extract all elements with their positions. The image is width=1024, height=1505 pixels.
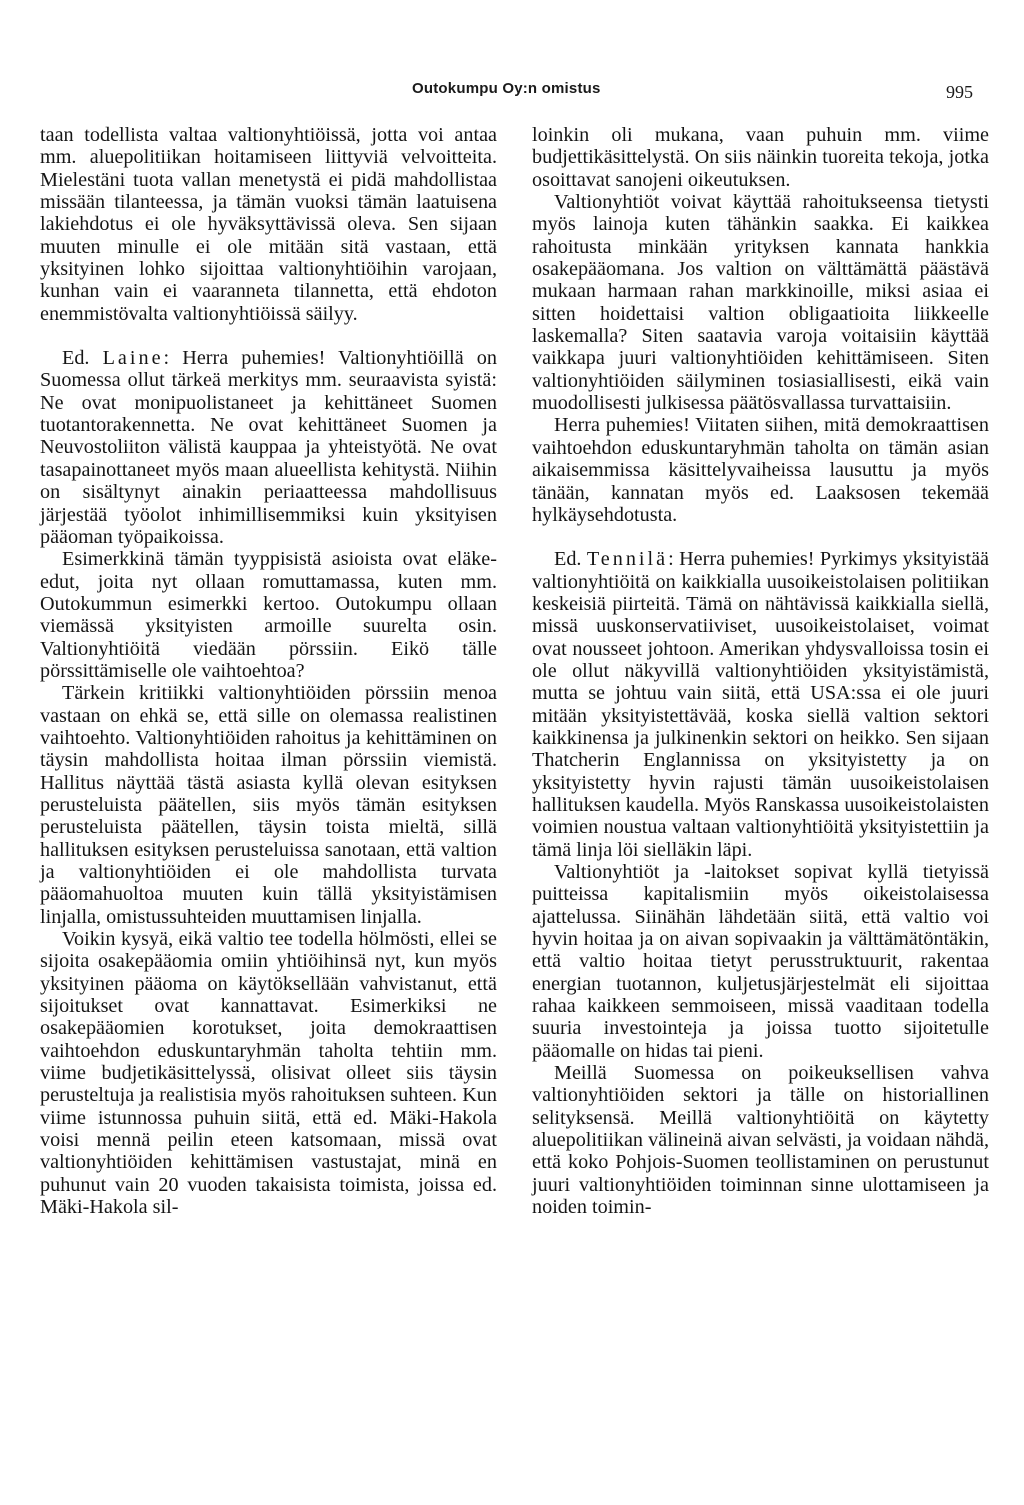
speaker-prefix: Ed. bbox=[554, 548, 582, 571]
paragraph: Meillä Suomessa on poikeuksellisen vahva valtionyhtiöiden sektori ja tälle on historiallinen selityksensä. Meillä valtionyhtiöitä on käytetty aluepolitiikan välineinä aivan selvästi, ja voidaan nähdä, että koko Pohjois-Suomen teollistaminen on perustunut juuri valtionyhtiöiden toiminnan sinne ulottamiseen ja noiden toimin- bbox=[532, 1062, 989, 1219]
paragraph: Valtionyhtiöt voivat käyttää rahoitukseensa tietysti myös lainoja kuten tähänkin saakka. Ei kaikkea rahoitusta minkään yrityksen kannata hankkia osakepääomana. Jos valtion on välttämättä päästävä mukaan harmaan rahan markkinoille, miksi asiaa ei sitten hoidettaisi valtion obligaatioita liikkeelle laskemalla? Siten saatavia varoja voitaisiin käyttää vaikkapa juuri valtionyhtiöiden kehittämiseen. Siten valtionyhtiöiden säilyminen tosiasiallisesti, eikä vain muodollisesti julkisessa päätösvallassa turvattaisiin. bbox=[532, 191, 989, 415]
speaker-name: Laine bbox=[102, 347, 164, 370]
paragraph: Voikin kysyä, eikä valtio tee todella hölmösti, ellei se sijoita osakepääomia omiin yhtiöihinsä nyt, kun myös yksityinen pääoma on käytöksellään vahvistanut, että sijoitukset ovat kannattavat. Esimerkiksi ne osakepääomien korotukset, joita demokraattisen vaihtoehdon eduskuntaryhmän taholta tehtiin mm. viime budjetikäsittelyssä, olisivat olleet siis täysin perusteltuja ja realistisia myös rahoituksen suhteen. Kun viime istunnossa puhuin siitä, että ed. Mäki-Hakola voisi mennä peilin eteen katsomaan, missä ovat valtionyhtiöiden kehittämisen vastustajat, minä en puhunut vain 20 vuoden takaisista toimista, joissa ed. Mäki-Hakola sil- bbox=[40, 928, 497, 1219]
speaker-name: Tennilä bbox=[586, 548, 669, 571]
paragraph: Valtionyhtiöt ja -laitokset sopivat kyllä tietyissä puitteissa kapitalismiin myös oikeistolaisessa ajattelussa. Siinähän lähdetään siitä, että valtio voi hyvin hoitaa ja on aivan sopivaakin ja välttämätöntäkin, että valtio hoitaa tietyt perusstruktuurit, rakentaa energian tuotannon, kuljetusjärjestelmät eli sijoittaa rahaa kaikkeen semmoiseen, missä vaaditaan todella suuria investointeja ja joissa tuotto sijoitetulle pääomalle on hidas tai pieni. bbox=[532, 861, 989, 1062]
paragraph: taan todellista valtaa valtionyhtiöissä, jotta voi antaa mm. aluepolitiikan hoitamiseen liittyviä velvoitteita. Mielestäni tuota vallan menetystä ei pidä mahdollistaa missään tilanteessa, ja tämän vuoksi tämän laatuisena lakiehdotus ei ole hyväksyttävissä oleva. Sen sijaan muuten minulle ei ole mitään sitä vastaan, että yksityinen lohko sijoittaa valtionyhtiöihin varojaan, kunhan vain ei vaaranneta tilannetta, että ehdoton enemmistövalta valtionyhtiöissä säilyy. bbox=[40, 124, 497, 325]
speech-text: : Herra puhemies! Valtionyhtiöillä on Suomessa ollut tärkeä merkitys mm. seuraavista syistä: Ne ovat monipuolistaneet ja kehittäneet Suomen tuotantorakennetta. Ne ovat kehittäneet Suomen ja Neuvostoliiton välistä kauppaa ja yhteistyötä. Ne ovat tasapainottaneet myös maan alueellista kehitystä. Niihin on sisältynyt ainakin periaatteessa mahdollisuus järjestää työolot inhimillisemmiksi kuin yksityisen pääoman työpaikoissa. bbox=[40, 347, 497, 548]
paragraph: Herra puhemies! Viitaten siihen, mitä demokraattisen vaihtoehdon eduskuntaryhmän taholta on tämän asian aikaisemmissa käsittelyvaiheissa lausuttu ja myös tänään, kannatan myös ed. Laaksosen tekemää hylkäysehdotusta. bbox=[532, 414, 989, 526]
right-column bbox=[532, 124, 989, 1219]
paragraph: Tärkein kritiikki valtionyhtiöiden pörssiin menoa vastaan on ehkä se, että sille on olemassa realistinen vaihtoehto. Valtionyhtiöiden rahoitus ja kehittäminen on täysin mahdollista hoitaa ilman pörssiin viemistä. Hallitus näyttää tästä asiasta kyllä olevan esityksen perusteluista päätellen, siis myös tämän esityksen perusteluista päätellen, täysin toista mieltä, sillä hallituksen esityksen perusteluissa sanotaan, että valtion ja valtionyhtiöiden ei ole mahdollista turvata pääomahuoltoa muuten kuin tällä yksityistämisen linjalla, omistussuhteiden muuttamisen linjalla. bbox=[40, 682, 497, 928]
speaker-prefix: Ed. bbox=[62, 347, 90, 370]
paragraph: loinkin oli mukana, vaan puhuin mm. viime budjettikäsittelystä. On siis näinkin tuoreita tekoja, jotka osoittavat sanojeni oikeutuksen. bbox=[532, 124, 989, 191]
speech-tennila bbox=[532, 548, 989, 861]
page-number: 995 bbox=[946, 82, 973, 102]
paragraph: Esimerkkinä tämän tyyppisistä asioista ovat eläke-edut, joita nyt ollaan romuttamassa, kuten mm. Outokummun esimerkki kertoo. Outokumpu ollaan viemässä yksityisten armoille suurelta osin. Valtionyhtiöitä viedään pörssiin. Eikö tälle pörssittämiselle ole vaihtoehtoa? bbox=[40, 548, 497, 682]
speech-text: : Herra puhemies! Pyrkimys yksityistää valtionyhtiöitä on kaikkialla uusoikeistolaisen politiikan keskeisiä piirteitä. Tämä on nähtävissä kaikkialla siellä, missä uuskonservatiiviset, uusoikeistolaiset, voimat ovat nousseet johtoon. Amerikan yhdysvalloissa tosin ei ole ollut näkyvillä valtionyhtiöiden yksityistämistä, mutta se johtuu vain siitä, että USA:ssa ei ole juuri mitään yksityistettävää, koska siellä valtion sektori kaikkinensa ja julkinenkin sektori on heikko. Sen sijaan Thatcherin Englannissa on yksityistetty ja on yksityistetty hyvin rajusti tämän uusoikeistolaisen hallituksen kaudella. Myös Ranskassa uusoikeistolaisten voimien noustua valtaan valtionyhtiöitä yksityistettiin ja tämä linja löi sielläkin läpi. bbox=[532, 548, 989, 861]
left-column bbox=[40, 124, 497, 1219]
running-head: Outokumpu Oy:n omistus bbox=[412, 80, 601, 97]
speech-laine bbox=[40, 347, 497, 548]
